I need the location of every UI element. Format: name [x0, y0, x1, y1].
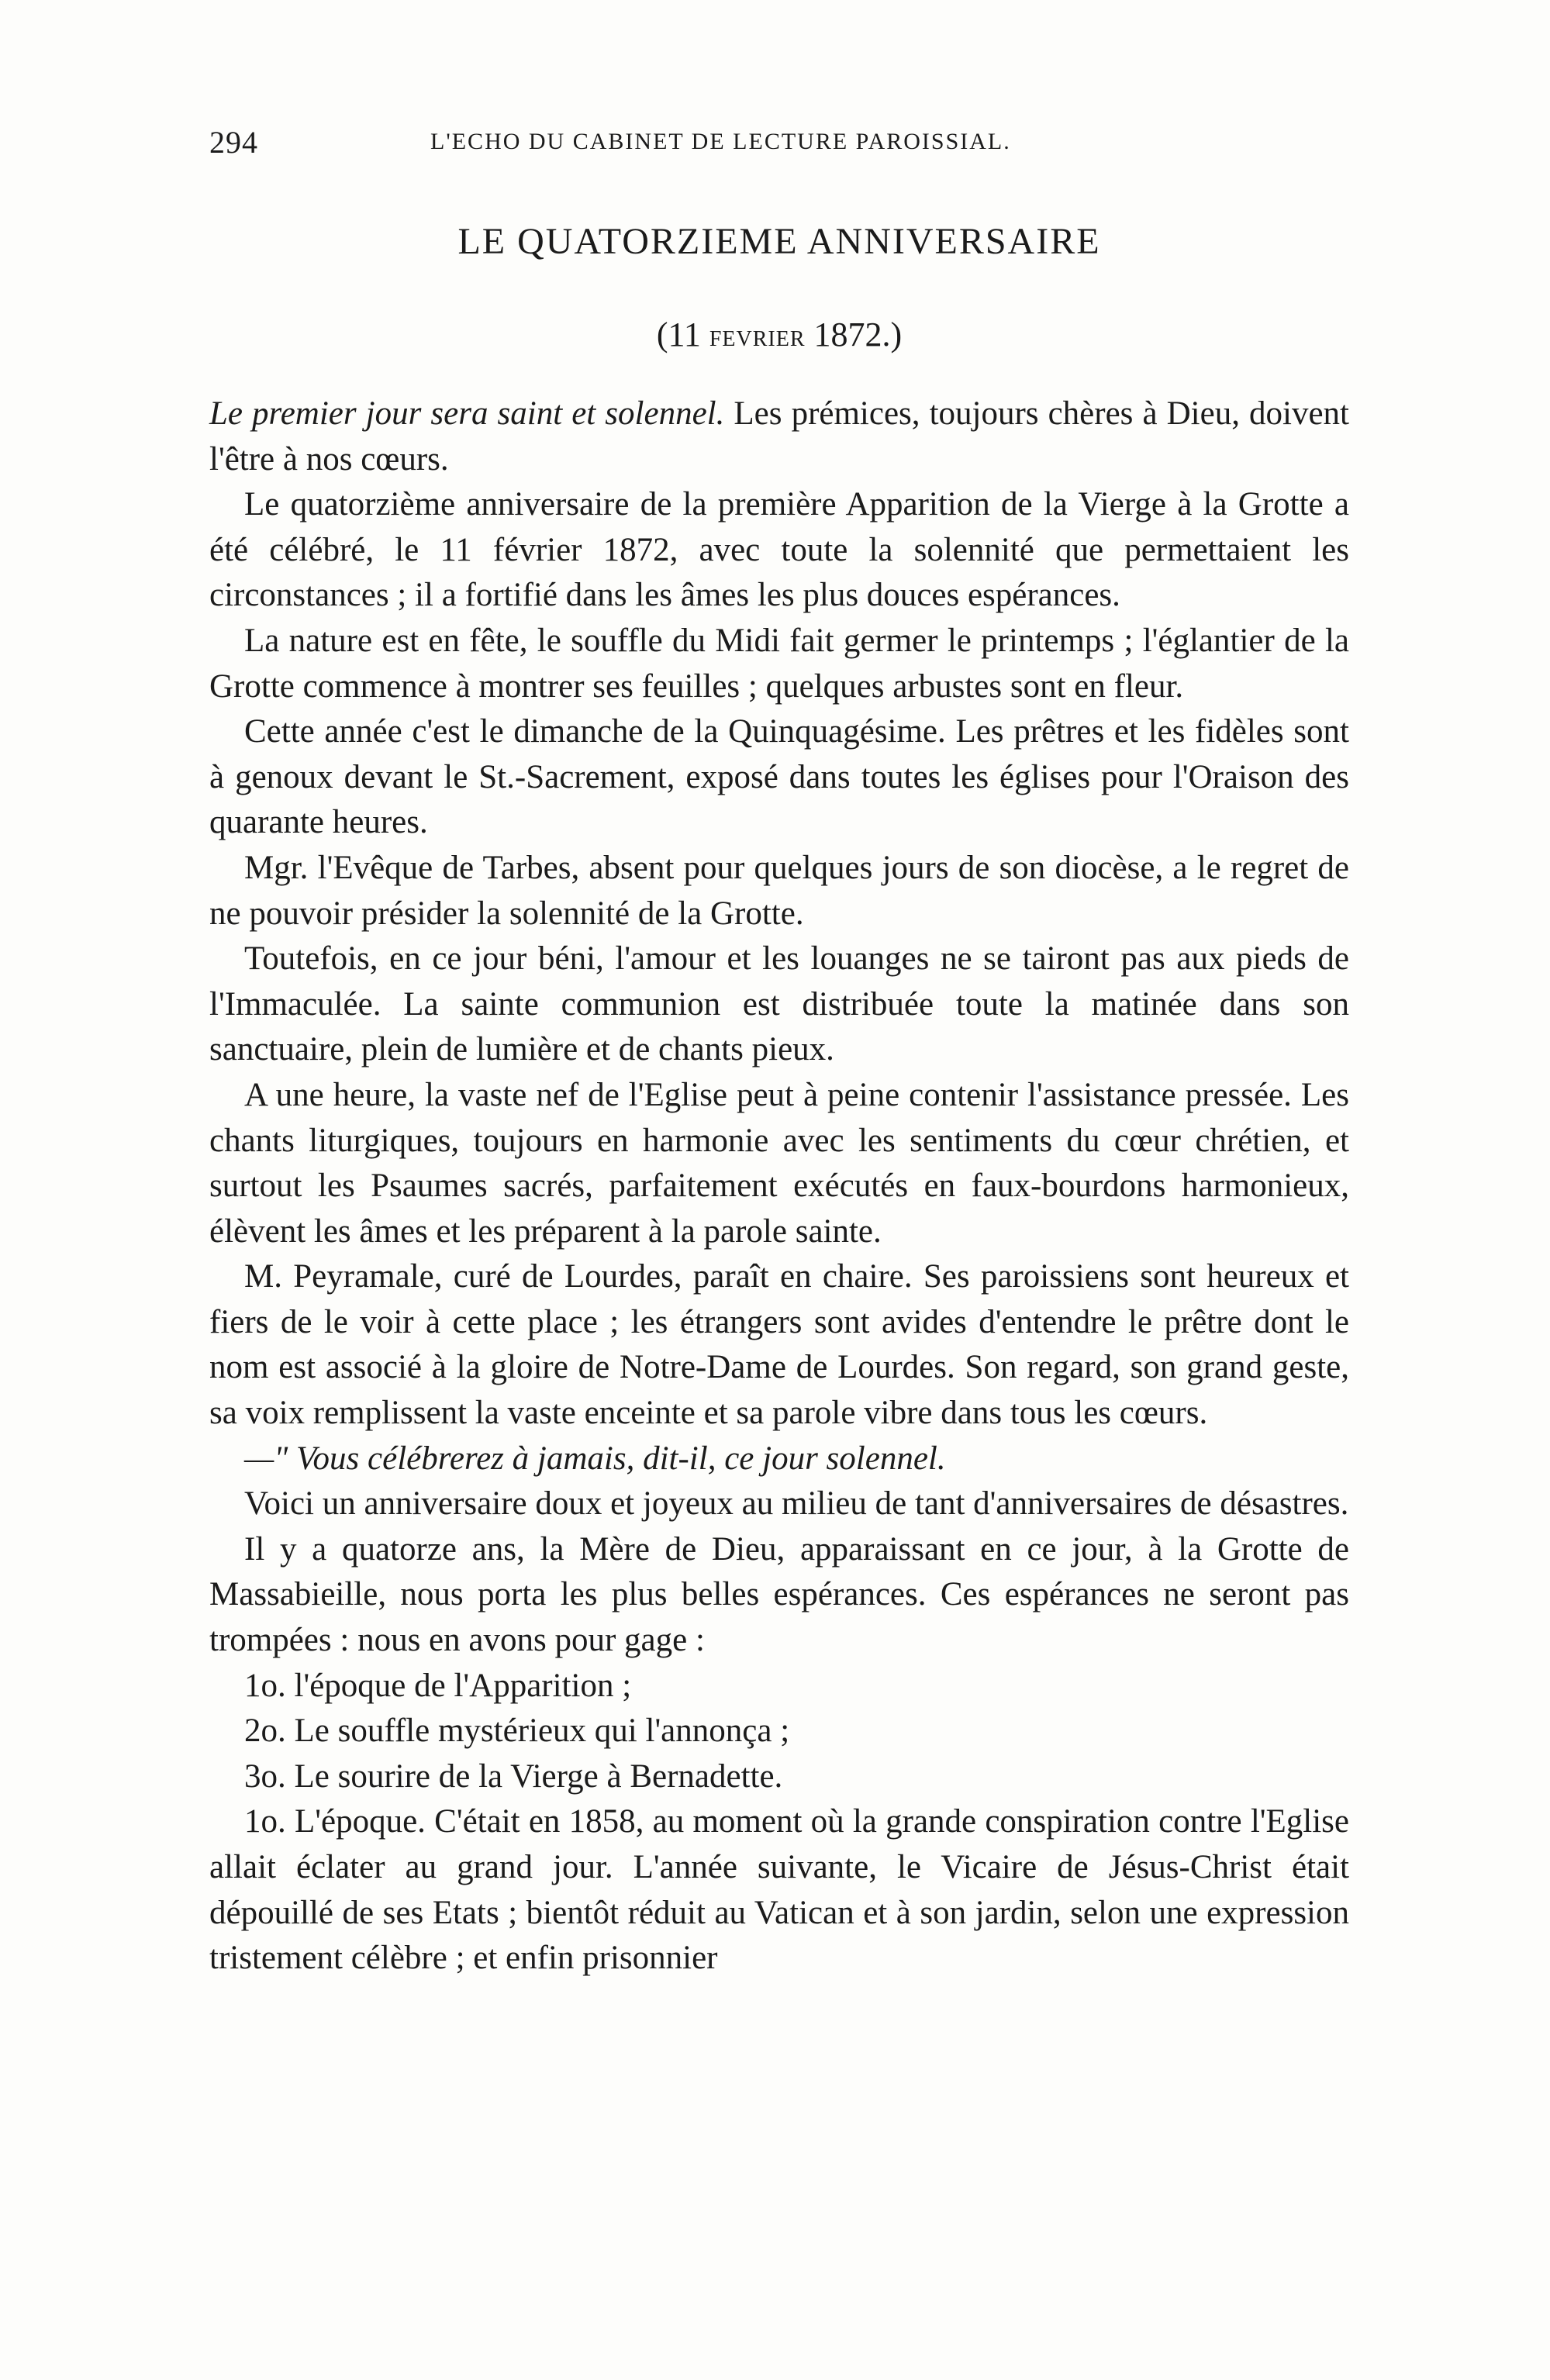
page-number: 294 [209, 125, 258, 160]
running-head: L'ECHO DU CABINET DE LECTURE PAROISSIAL. [430, 129, 1011, 154]
paragraph-5: Mgr. l'Evêque de Tarbes, absent pour quelques jours de son diocèse, a le regret de ne pouvoir présider la solennité de la Grotte. [209, 849, 1349, 932]
paragraph-3: La nature est en fête, le souffle du Midi fait germer le printemps ; l'églantier de la Grotte commence à montrer ses feuilles ; quelques arbustes sont en fleur. [209, 622, 1349, 705]
paragraph-10: Il y a quatorze ans, la Mère de Dieu, apparaissant en ce jour, à la Grotte de Massabieille, nous porta les plus belles espérances. Ces espérances ne seront pas trompées : nous en avons pour gage : [209, 1530, 1349, 1659]
paragraph-7: A une heure, la vaste nef de l'Eglise peut à peine contenir l'assistance pressée. Les chants liturgiques, toujours en harmonie avec les sentiments du cœur chrétien, et surtout les Psaumes sacrés, parfaitement exécutés en faux-bourdons harmonieux, élèvent les âmes et les préparent à la parole sainte. [209, 1076, 1349, 1250]
paragraph-2: Le quatorzième anniversaire de la première Apparition de la Vierge à la Grotte a été célébré, le 11 février 1872, avec toute la solennité que permettaient les circonstances ; il a fortifié dans les âmes les plus douces espérances. [209, 486, 1349, 614]
paragraph-1-text: Les prémices, toujours chères à Dieu, doivent l'être à nos cœurs. [209, 395, 1349, 478]
date-open: (11 [656, 316, 709, 354]
quote-italic: —" Vous célébrerez à jamais, dit-il, ce jour solennel. [244, 1440, 946, 1477]
list-item-2: 2o. Le souffle mystérieux qui l'annonça ; [244, 1713, 790, 1750]
paragraph-8: M. Peyramale, curé de Lourdes, paraît en chaire. Ses paroissiens sont heureux et fiers de le voir à cette place ; les étrangers sont avides d'entendre le prêtre dont le nom est associé à la gloire de Notre-Dame de Lourdes. Son regard, son grand geste, sa voix remplissent la vaste enceinte et sa parole vibre dans tous les cœurs. [209, 1258, 1349, 1432]
paragraph-9: Voici un anniversaire doux et joyeux au milieu de tant d'anniversaires de désastres. [244, 1485, 1349, 1523]
article-title: LE QUATORZIEME ANNIVERSAIRE [457, 221, 1101, 262]
list-item-1: 1o. l'époque de l'Apparition ; [244, 1667, 632, 1704]
quote-line [209, 1437, 1349, 1482]
page-header [209, 124, 1349, 171]
date-close: 1872.) [805, 316, 903, 354]
article-date [209, 318, 1349, 352]
list-item-3: 3o. Le sourire de la Vierge à Bernadette. [244, 1757, 783, 1795]
paragraph-1 [209, 391, 1349, 482]
paragraph-11: 1o. L'époque. C'était en 1858, au moment où la grande conspiration contre l'Eglise allait éclater au grand jour. L'année suivante, le Vicaire de Jésus-Christ était dépouillé de ses Etats ; bientôt réduit au Vatican et à son jardin, selon une expression tristement célèbre ; et enfin prisonnier [209, 1803, 1349, 1977]
paragraph-4: Cette année c'est le dimanche de la Quinquagésime. Les prêtres et les fidèles sont à genoux devant le St.-Sacrement, exposé dans toutes les églises pour l'Oraison des quarante heures. [209, 713, 1349, 841]
paragraph-6: Toutefois, en ce jour béni, l'amour et les louanges ne se tairont pas aux pieds de l'Immaculée. La sainte communion est distribuée toute la matinée dans son sanctuaire, plein de lumière et de chants pieux. [209, 940, 1349, 1068]
paragraph-1-italic: Le premier jour sera saint et solennel. [209, 395, 725, 432]
article-body [209, 391, 1349, 1982]
date-month: fevrier [709, 318, 806, 353]
